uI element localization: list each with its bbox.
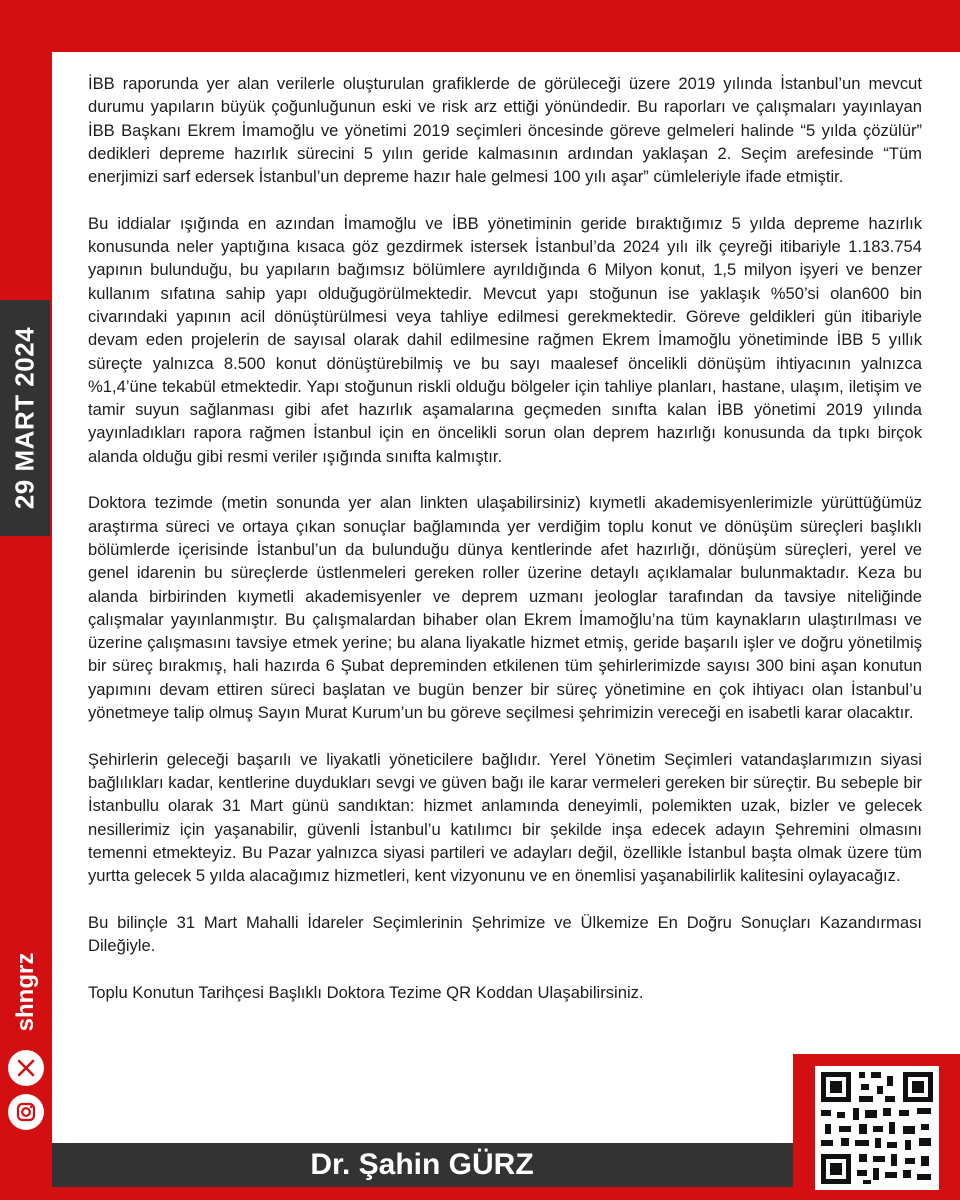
document-body — [88, 72, 922, 1027]
paragraph-3: Doktora tezimde (metin sonunda yer alan linkten ulaşabilirsiniz) kıymetli akademisyenlerimizle yürüttüğümüz araştırma süreci ve ortaya çıkan sonuçlar bağlamında yer verdiğim toplu konut ve dönüşüm süreçleri başlıklı bölümlerde içerisinde İstanbul’un da bulunduğu dünya kentlerinde afet hazırlığı, dönüşüm süreçleri, yerel ve genel idarenin bu süreçlerde üstlenmeleri gereken roller üzerine detaylı açıklamalar bulunmaktadır. Keza bu alanda birbirinden kıymetli akademisyenler ve deprem uzmanı jeologlar tarafından da tavsiye niteliğinde çalışmalar yayınlanmıştır. Bu çalışmalardan bihaber olan Ekrem İmamoğlu’na tüm kaynakların ulaştırılması ve üzerine çalışmasını tavsiye etmek yerine; bu alana liyakatle hizmet etmiş, geride başarılı işler ve doğru yönetilmiş bir süreç bırakmış, hali hazırda 6 Şubat depreminden etkilenen tüm şehirlerimizde sayısı 300 bini aşan konutun yapımını devam ettiren süreci başlatan ve bugün benzer bir süreç yönetimine en çok ihtiyacı olan İstanbul’u yönetmeye talip olmuş Sayın Murat Kurum’un bu göreve seçilmesi şehrimizin vereceği en isabetli karar olacaktır. — [88, 493, 922, 723]
date-label: 29 MART 2024 — [9, 326, 40, 510]
x-icon — [8, 1050, 44, 1086]
author-name: Dr. Şahin GÜRZ — [310, 1148, 534, 1181]
paragraph-1: İBB raporunda yer alan verilerle oluşturulan grafiklerde de görüleceği üzere 2019 yılında İstanbul’un mevcut durumu yapıların büyük çoğunluğunun eski ve risk arz ettiği yönündedir. Bu raporları ve çalışmaları yayınlayan İBB Başkanı Ekrem İmamoğlu ve yönetimi 2019 seçimleri öncesinde göreve gelmeleri halinde “5 yılda çözülür” dedikleri depreme hazırlık sürecini 5 yılın geride kalmasının ardından yaklaşan 2. Seçim arefesinde “Tüm enerjimizi sarf edersek İstanbul’un depreme hazır hale gelmesi 100 yılı aşar” cümleleriyle ifade etmiştir. — [88, 74, 922, 187]
paragraph-4: Şehirlerin geleceği başarılı ve liyakatli yöneticilere bağlıdır. Yerel Yönetim Seçimleri vatandaşlarımızın siyasi bağlılıkları kadar, kentlerine duydukları sevgi ve güven bağı ile karar vermeleri gereken bir süreçtir. Bu sebeple bir İstanbullu olarak 31 Mart günü sandıktan: hizmet anlamında deneyimli, polemikten uzak, bizler ve gelecek nesillerimiz için yaşanabilir, güvenli İstanbul’u katılımcı bir şekilde inşa edecek adayın Şehremini olmasını temenni etmekteyiz. Bu Pazar yalnızca siyasi partileri ve adayları değil, özellikle İstanbul başta olmak üzere tüm yurtta gelecek 5 yılda alacağımız hizmetleri, kent vizyonunu ve en önemlisi yaşanabilirlik kalitesini oylayacağız. — [88, 749, 922, 886]
paragraph-5: Bu bilinçle 31 Mart Mahalli İdareler Seçimlerinin Şehrimize ve Ülkemize En Doğru Sonuçları Kazandırması Dileğiyle. — [88, 912, 922, 955]
paragraph-2: Bu iddialar ışığında en azından İmamoğlu ve İBB yönetiminin geride bıraktığımız 5 yılda depreme hazırlık konusunda neler yaptığına kısaca göz gezdirmek istersek İstanbul’da 2024 yılı ilk çeyreği itibariyle 1.183.754 yapının bulunduğu, bu yapıların bağımsız bölümlere ayrıldığında 6 Milyon konut, 1,5 milyon işyeri ve benzer kullanım sıfatına sahip yapı olduğugörülmektedir. Mevcut yapı stoğunun ise yaklaşık %50’si olan600 bin civarındaki yapının acil dönüştürülmesi veya tahliye edilmesi gerekmektedir. Göreve geldikleri gün itibariyle devam eden projelerin de sayısal olarak dahil edilmesine rağmen Ekrem İmamoğlu yönetiminde İBB 5 yıllık süreçte yalnızca 8.500 konut dönüştürebilmiş ve bu sayı maalesef öncelikli dönüşüm ihtiyacının yalnızca %1,4’üne tekabül etmektedir. Yapı stoğunun riskli olduğu bölgeler için tahliye planları, hastane, ulaşım, iletişim ve tamir suyun sağlanması gibi afet hazırlık aşamalarına geçmeden sınıfta kalan İBB yönetimi 2019 yılında yayınladıkları rapora rağmen İstanbul için en öncelikli sorun olan deprem hazırlığı konusunda da tıpkı birçok alanda olduğu gibi resmi veriler ışığında sınıfta kalmıştır. — [88, 213, 922, 466]
document-page — [52, 52, 960, 1150]
paragraph-6: Toplu Konutun Tarihçesi Başlıklı Doktora Tezime QR Koddan Ulaşabilirsiniz. — [88, 982, 644, 1002]
instagram-icon — [8, 1094, 44, 1130]
qr-frame — [793, 1054, 960, 1200]
qr-code-icon[interactable] — [815, 1066, 939, 1190]
social-handle: shngrz — [12, 952, 39, 1032]
